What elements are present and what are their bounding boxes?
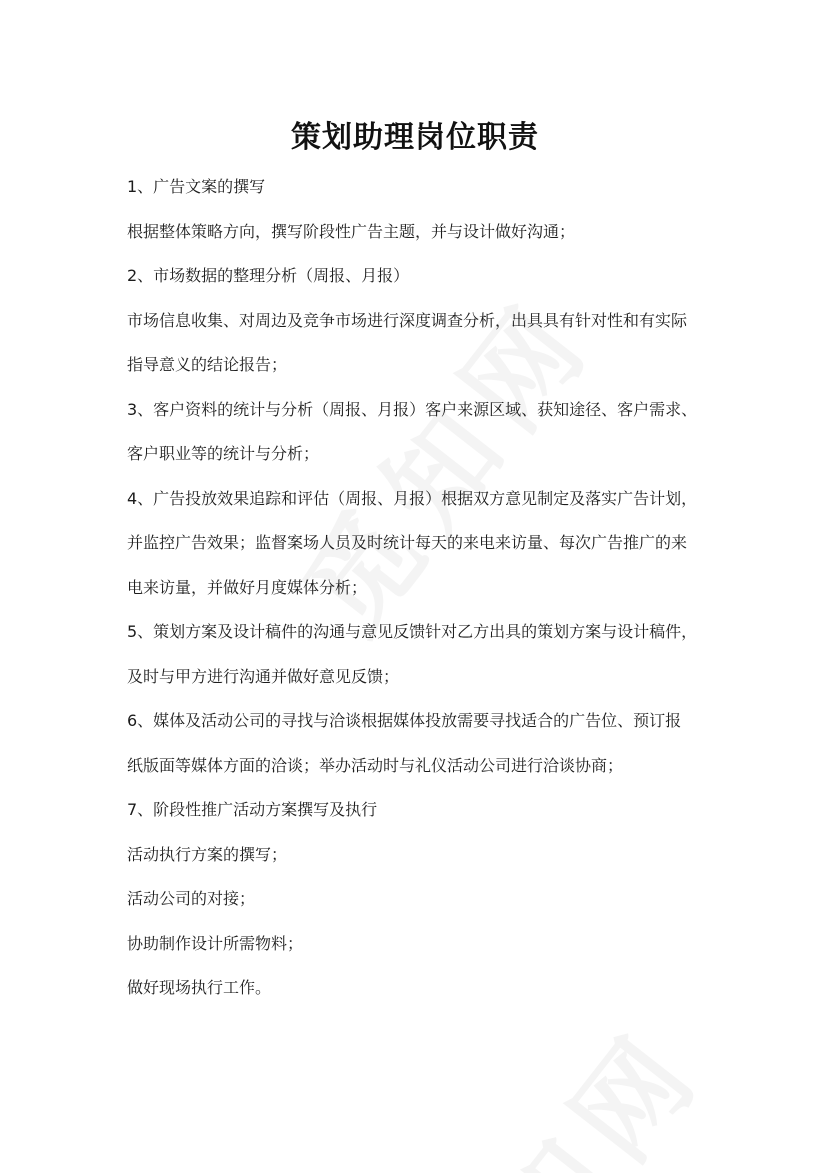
text-line: 6、媒体及活动公司的寻找与洽谈根据媒体投放需要寻找适合的广告位、预订报 xyxy=(127,711,682,730)
text-line: 市场信息收集、对周边及竞争市场进行深度调查分析，出具具有针对性和有实际 xyxy=(127,310,688,330)
text-line: 协助制作设计所需物料； xyxy=(127,933,304,953)
text-line: 3、客户资料的统计与分析（周报、月报）客户来源区域、获知途径、客户需求、 xyxy=(127,399,698,419)
text-line: 7、阶段性推广活动方案撰写及执行 xyxy=(127,800,378,819)
text-line: 指导意义的结论报告； xyxy=(127,355,288,374)
text-line: 活动公司的对接； xyxy=(127,889,256,908)
document-title: 策划助理岗位职责 xyxy=(291,120,539,155)
text-line: 4、广告投放效果追踪和评估（周报、月报）根据双方意见制定及落实广告计划， xyxy=(127,488,698,508)
document-body xyxy=(127,173,717,1019)
text-line: 并监控广告效果；监督案场人员及时统计每天的来电来访量、每次广告推广的来 xyxy=(127,533,688,552)
text-line: 根据整体策略方向，撰写阶段性广告主题，并与设计做好沟通； xyxy=(127,221,576,241)
text-line: 及时与甲方进行沟通并做好意见反馈； xyxy=(127,666,400,686)
text-line: 活动执行方案的撰写； xyxy=(127,844,288,864)
text-line: 5、策划方案及设计稿件的沟通与意见反馈针对乙方出具的策划方案与设计稿件， xyxy=(127,622,698,641)
text-line: 2、市场数据的整理分析（周报、月报） xyxy=(127,266,410,285)
text-line: 电来访量，并做好月度媒体分析； xyxy=(127,577,368,597)
text-line: 做好现场执行工作。 xyxy=(127,978,272,997)
text-line: 客户职业等的统计与分析； xyxy=(127,444,320,463)
text-line: 纸版面等媒体方面的洽谈；举办活动时与礼仪活动公司进行洽谈协商； xyxy=(127,755,624,775)
text-line: 1、广告文案的撰写 xyxy=(127,177,266,196)
